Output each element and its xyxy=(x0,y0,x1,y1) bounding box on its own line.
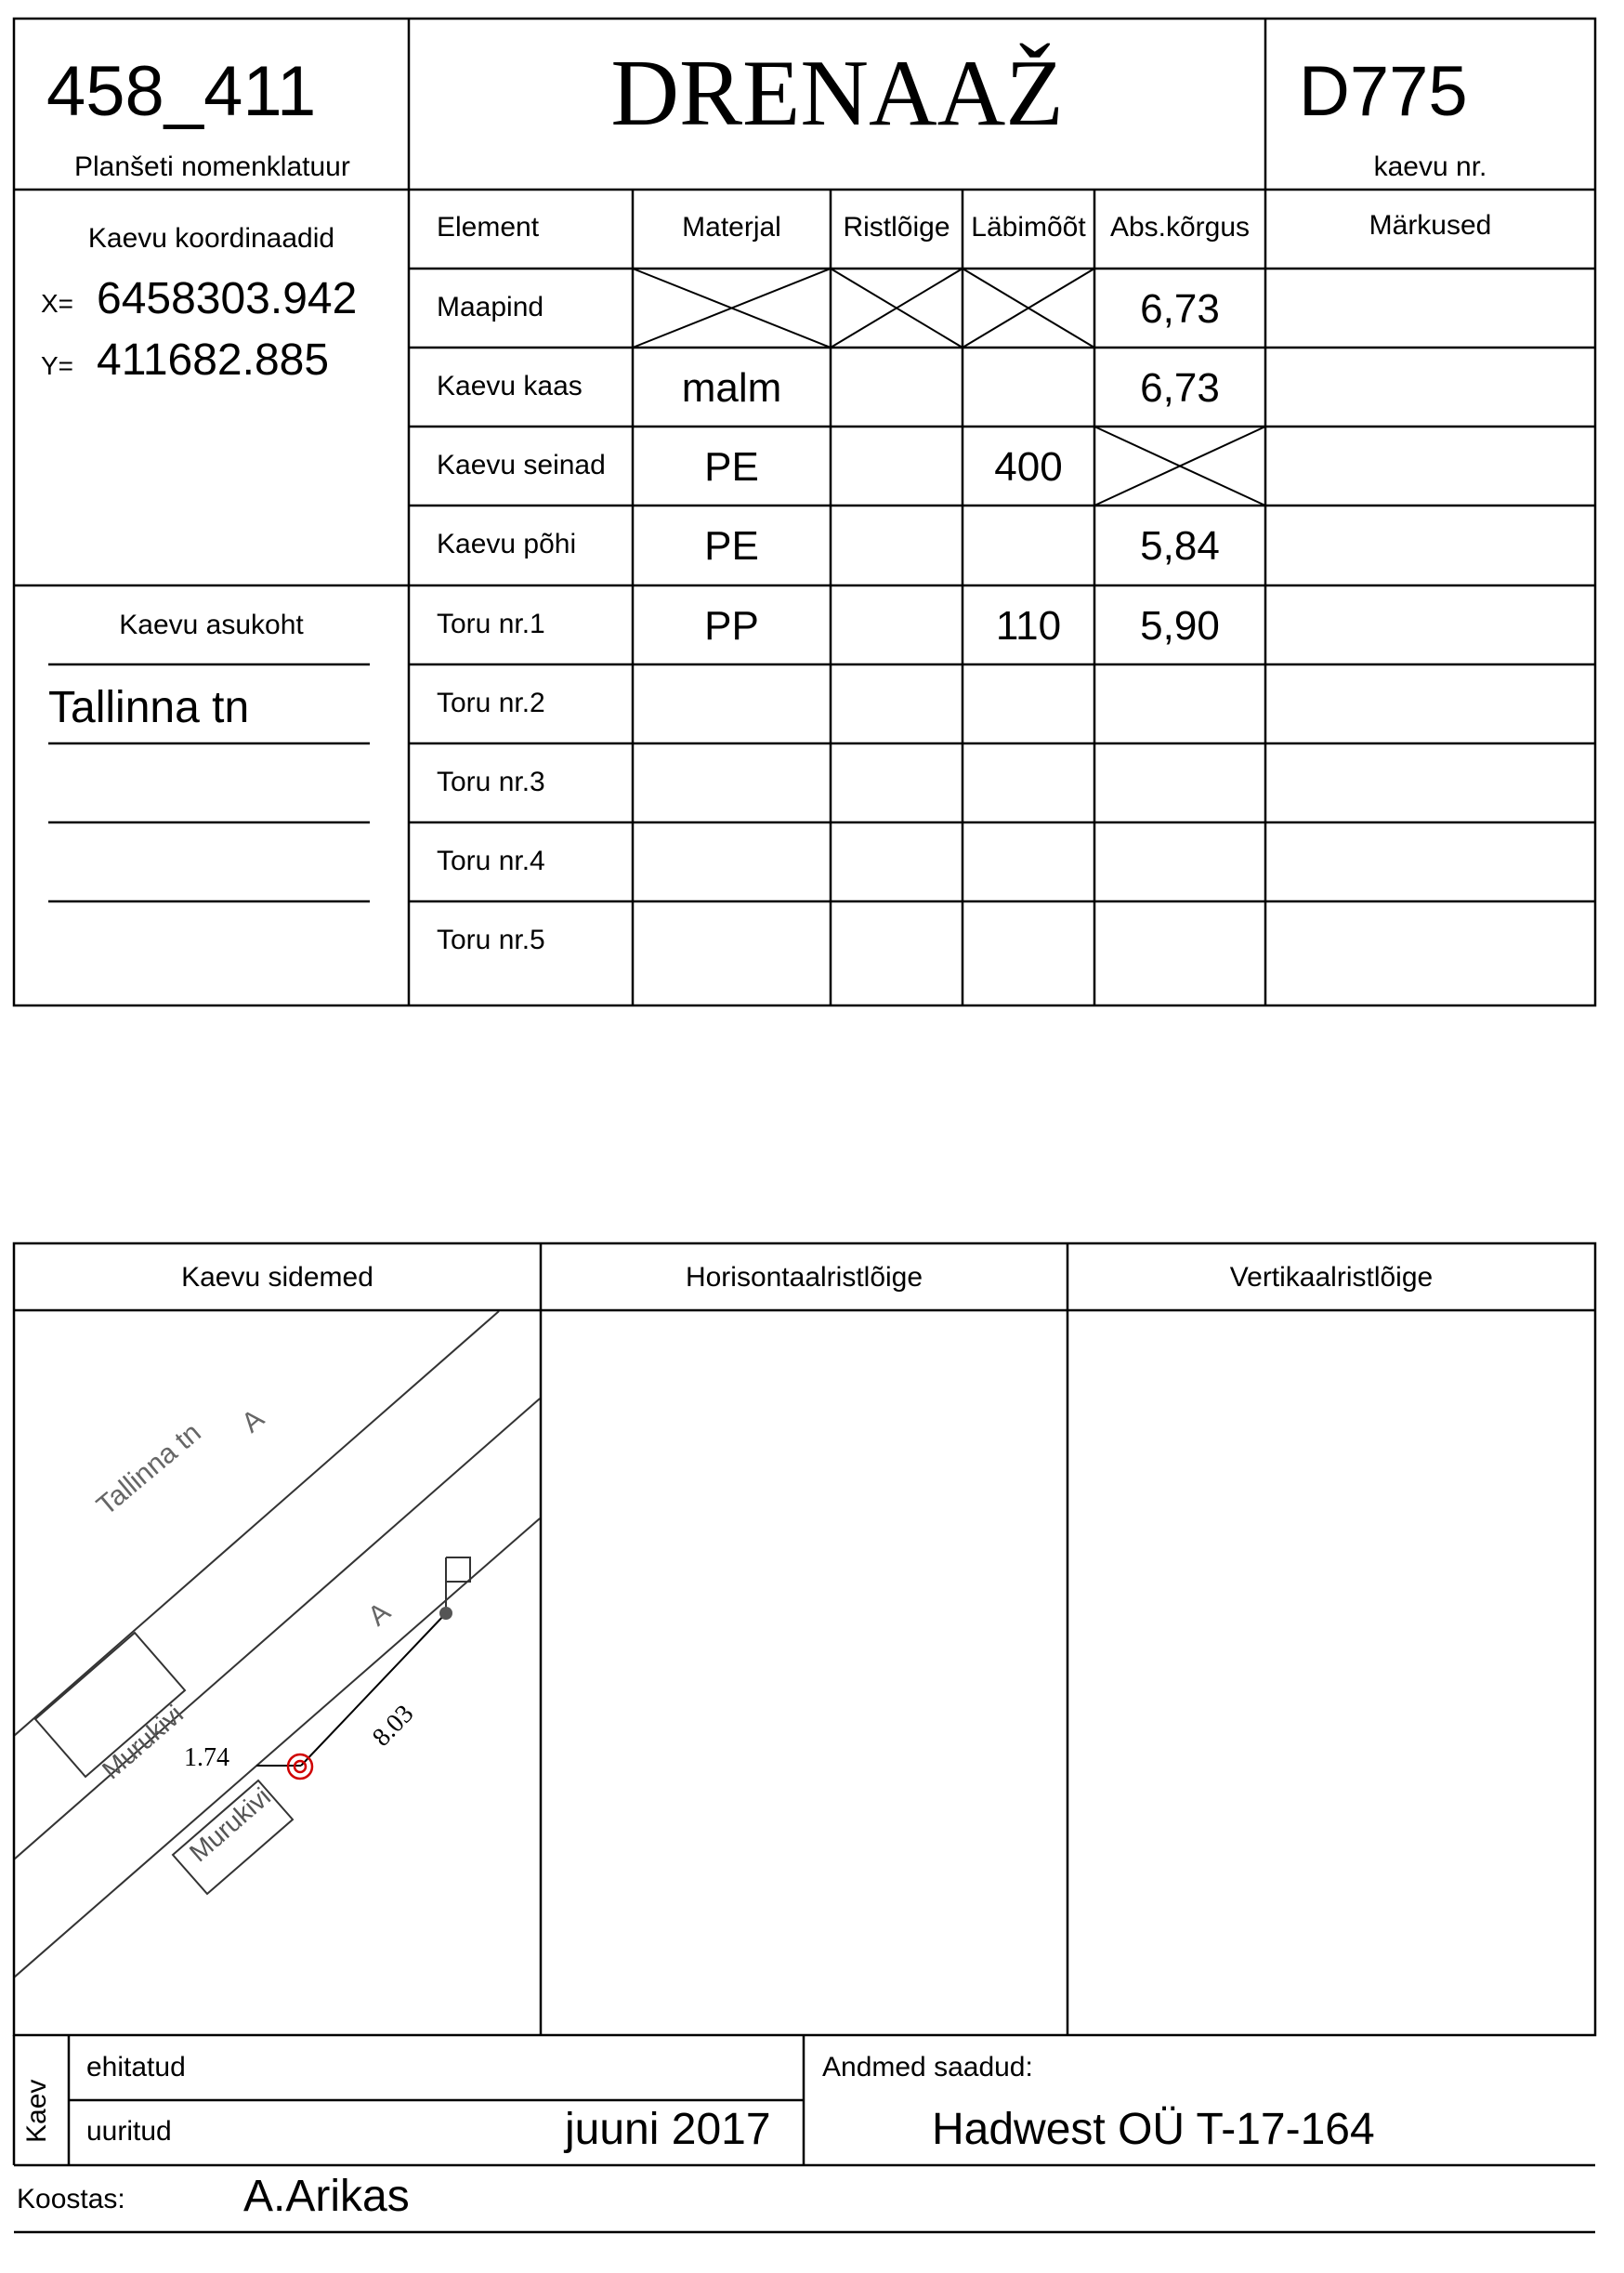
well-number-label: kaevu nr. xyxy=(1373,151,1487,182)
distance-label: 1.74 xyxy=(184,1743,229,1772)
column-header-abs-korgus: Abs.kõrgus xyxy=(1109,212,1251,243)
section-header-ties: Kaevu sidemed xyxy=(181,1262,373,1293)
row-abs-korgus: 5,84 xyxy=(1140,523,1220,569)
marker-a: A xyxy=(362,1596,397,1633)
row-abs-korgus: 6,73 xyxy=(1140,286,1220,332)
row-materjal: PE xyxy=(704,523,759,569)
y-value: 411682.885 xyxy=(97,335,330,385)
row-element: Toru nr.4 xyxy=(437,846,545,876)
nomenclature-label: Planšeti nomenklatuur xyxy=(74,151,350,182)
row-abs-korgus: 5,90 xyxy=(1140,603,1220,649)
distance-label: 8.03 xyxy=(367,1699,420,1753)
document-title: DRENAAŽ xyxy=(610,41,1064,146)
source-value: Hadwest OÜ T-17-164 xyxy=(932,2105,1375,2154)
x-label: X= xyxy=(41,289,74,318)
row-materjal: PP xyxy=(704,603,759,649)
surveyed-date: juuni 2017 xyxy=(565,2105,771,2154)
side-label: Kaev xyxy=(21,2079,52,2143)
row-element: Toru nr.1 xyxy=(437,609,545,639)
x-value: 6458303.942 xyxy=(97,274,358,323)
y-label: Y= xyxy=(41,351,74,380)
row-element: Toru nr.5 xyxy=(437,925,545,955)
row-labimoot: 110 xyxy=(995,603,1062,649)
street-label: Tallinna tn xyxy=(91,1417,207,1522)
location-line-1: Tallinna tn xyxy=(48,683,250,732)
coordinates-label: Kaevu koordinaadid xyxy=(87,223,335,254)
author-value: A.Arikas xyxy=(243,2172,410,2221)
location-label: Kaevu asukoht xyxy=(119,610,304,640)
column-header-element: Element xyxy=(437,212,540,243)
author-label: Koostas: xyxy=(17,2184,125,2214)
row-element: Toru nr.2 xyxy=(437,688,545,718)
row-element: Kaevu kaas xyxy=(437,371,583,401)
nomenclature-value: 458_411 xyxy=(46,52,317,131)
row-element: Toru nr.3 xyxy=(437,767,545,797)
section-header-horizontal: Horisontaalristlõige xyxy=(685,1262,923,1293)
column-header-ristloige: Ristlõige xyxy=(843,212,950,243)
row-element: Maapind xyxy=(437,292,544,322)
surveyed-label: uuritud xyxy=(86,2116,172,2147)
row-labimoot: 400 xyxy=(994,444,1063,490)
section-header-vertical: Vertikaalristlõige xyxy=(1229,1262,1434,1293)
column-header-materjal: Materjal xyxy=(682,212,781,243)
column-header-markused: Märkused xyxy=(1369,210,1492,241)
site-sketch xyxy=(14,1311,540,1977)
row-materjal: malm xyxy=(681,365,782,411)
source-label: Andmed saadud: xyxy=(822,2052,1033,2082)
stone-label: Murukivi xyxy=(184,1781,277,1868)
well-number: D775 xyxy=(1299,52,1468,131)
row-element: Kaevu seinad xyxy=(437,450,606,480)
row-materjal: PE xyxy=(704,444,759,490)
marker-a: A xyxy=(236,1403,270,1439)
built-label: ehitatud xyxy=(86,2052,186,2082)
column-header-labimoot: Läbimõõt xyxy=(971,212,1086,243)
row-element: Kaevu põhi xyxy=(437,529,577,559)
row-abs-korgus: 6,73 xyxy=(1140,365,1220,411)
stone-label: Murukivi xyxy=(97,1699,190,1785)
